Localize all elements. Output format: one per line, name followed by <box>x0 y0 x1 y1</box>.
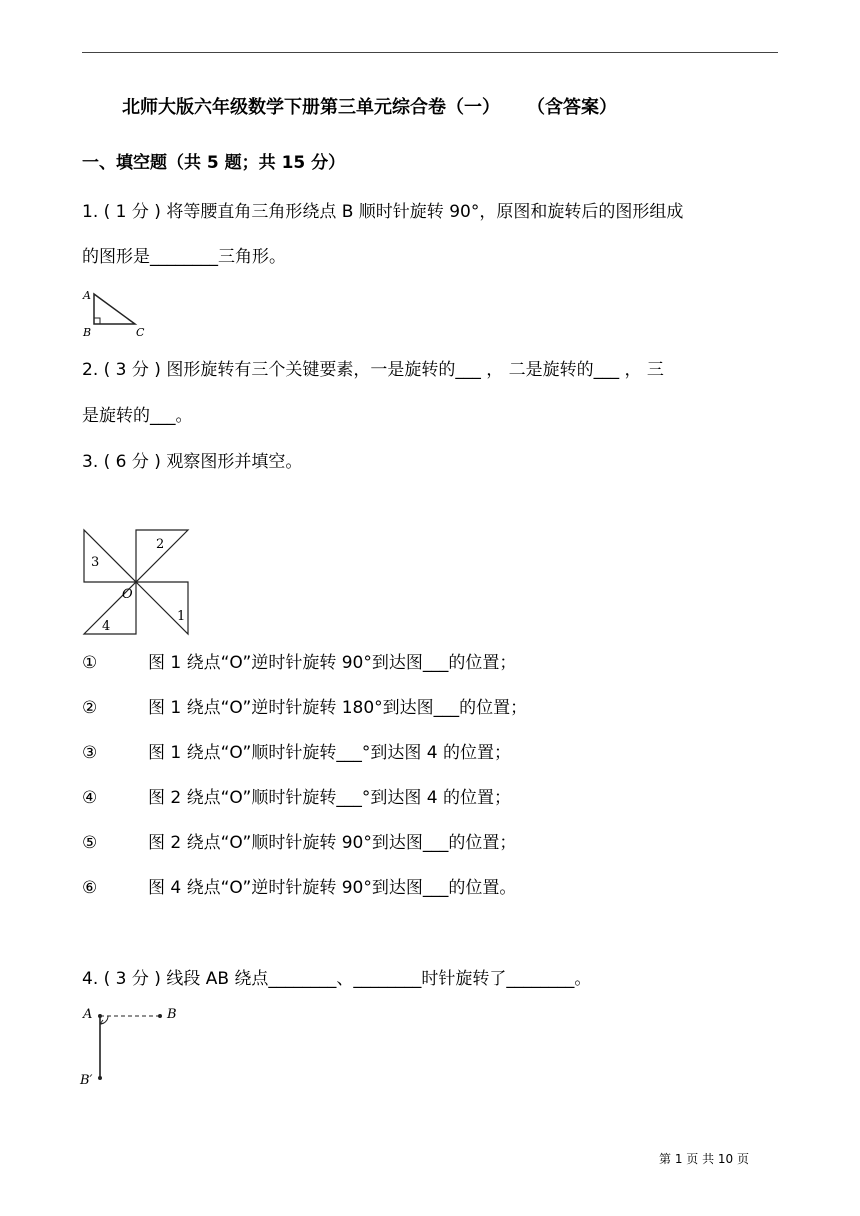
question-3-item-5: ⑤ 图 2 绕点“O”顺时针旋转 90°到达图___的位置； <box>82 833 517 853</box>
q3-label-o: O <box>122 587 133 602</box>
q1-label-b: B <box>83 326 92 339</box>
page-title: 北师大版六年级数学下册第三单元综合卷（一） （含答案） <box>122 97 617 118</box>
page-title-tail: （含答案） <box>536 97 617 118</box>
question-3-item-4: ④ 图 2 绕点“O”顺时针旋转___°到达图 4 的位置； <box>82 788 511 808</box>
q3-label-3: 3 <box>91 555 100 570</box>
question-3-stem: 3. ( 6 分 ) 观察图形并填空。 <box>82 452 303 472</box>
question-1-line-2: 的图形是________三角形。 <box>82 247 286 267</box>
question-2-line-2: 是旋转的___。 <box>82 406 193 426</box>
q1-label-a: A <box>83 289 91 302</box>
section-heading: 一、填空题（共 5 题；共 15 分） <box>82 153 346 173</box>
question-2-line-1: 2. ( 3 分 ) 图形旋转有三个关键要素，一是旋转的___ ， 二是旋转的___ ， 三 <box>82 360 664 380</box>
q3-label-2: 2 <box>156 537 165 552</box>
question-3-item-3: ③ 图 1 绕点“O”顺时针旋转___°到达图 4 的位置； <box>82 743 511 763</box>
q3-label-1: 1 <box>177 609 186 624</box>
question-4-stem: 4. ( 3 分 ) 线段 AB 绕点________、________时针旋转了________。 <box>82 969 592 989</box>
question-3-pinwheel-figure <box>80 526 194 642</box>
question-4-segment-figure <box>78 1000 188 1092</box>
question-1-triangle-figure <box>80 286 152 342</box>
q4-label-a: A <box>83 1007 93 1022</box>
q1-label-c: C <box>136 326 145 339</box>
question-3-item-1: ① 图 1 绕点“O”逆时针旋转 90°到达图___的位置； <box>82 653 517 673</box>
q4-label-b: B <box>167 1007 177 1022</box>
question-1-line-1: 1. ( 1 分 ) 将等腰直角三角形绕点 B 顺时针旋转 90°，原图和旋转后的图形组成 <box>82 202 684 222</box>
q3-label-4: 4 <box>102 619 111 634</box>
question-3-item-2: ② 图 1 绕点“O”逆时针旋转 180°到达图___的位置； <box>82 698 528 718</box>
question-3-item-6: ⑥ 图 4 绕点“O”逆时针旋转 90°到达图___的位置。 <box>82 878 517 898</box>
q4-label-bprime: B′ <box>80 1073 93 1088</box>
header-rule <box>82 52 778 53</box>
page-footer: 第 1 页 共 10 页 <box>659 1152 749 1166</box>
